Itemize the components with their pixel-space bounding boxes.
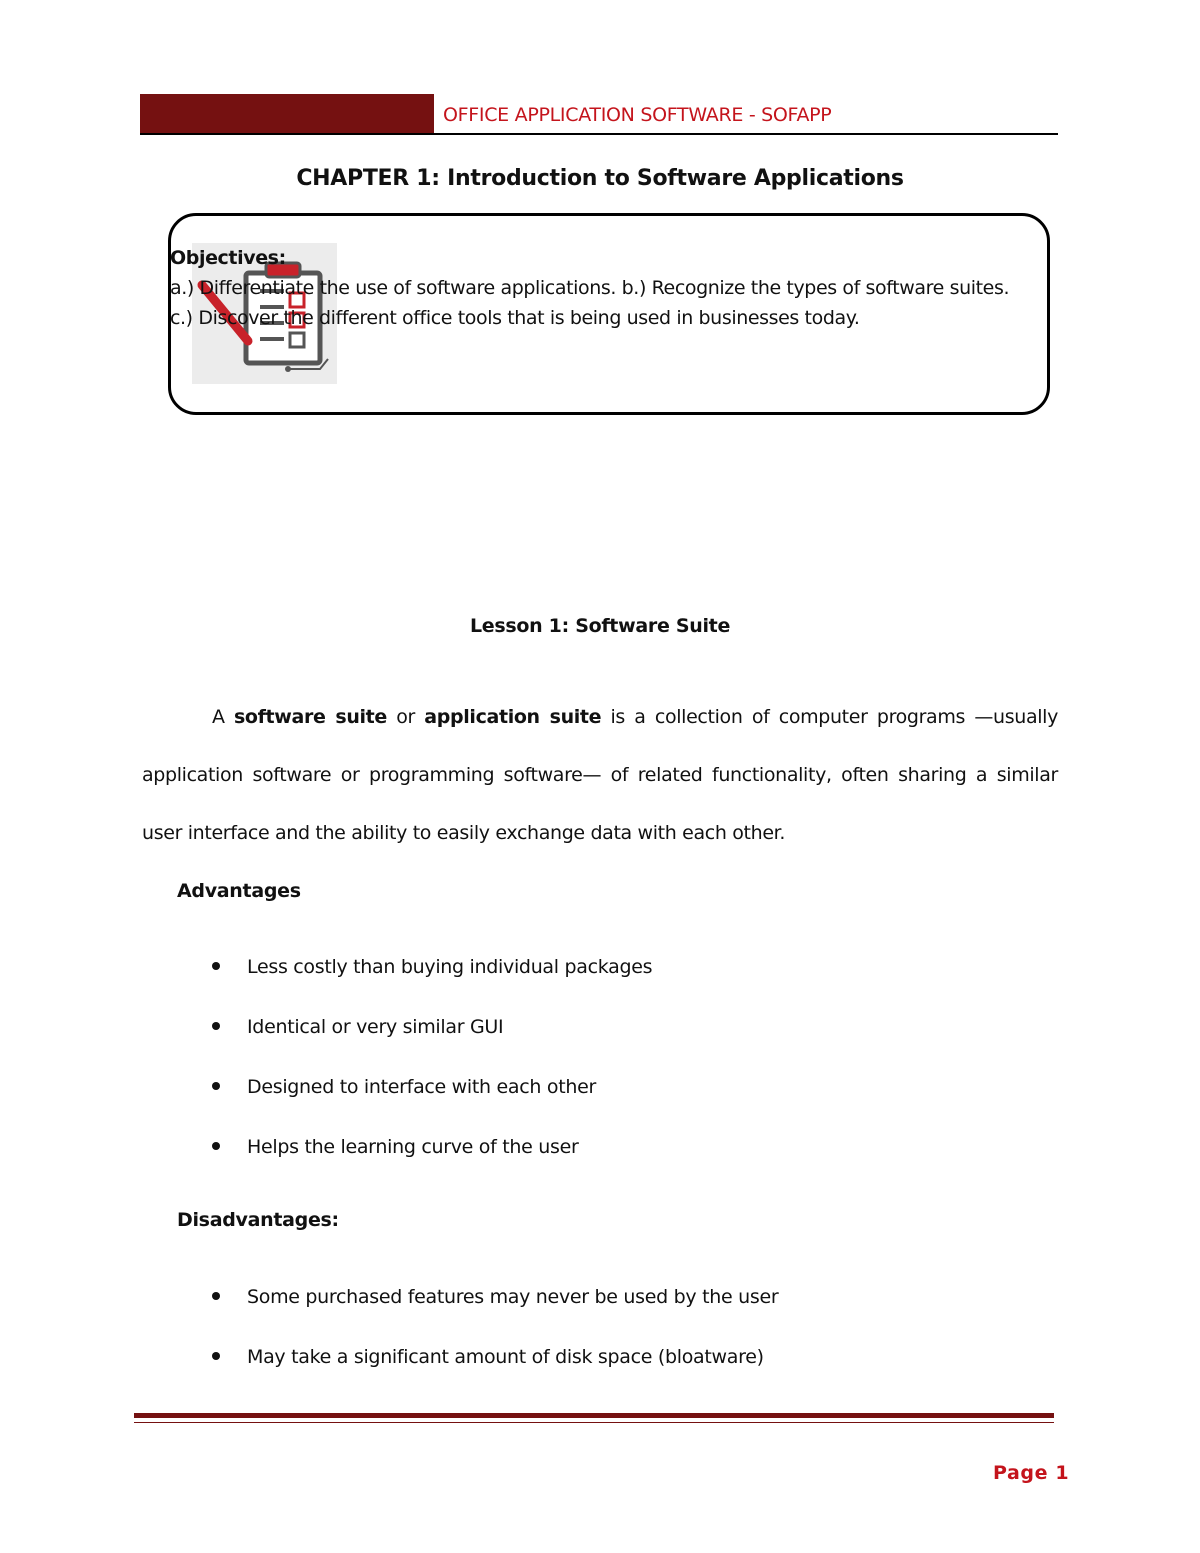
intro-paragraph xyxy=(142,688,1058,862)
header-title: OFFICE APPLICATION SOFTWARE - SOFAPP xyxy=(443,104,832,126)
list-item-text: Helps the learning curve of the user xyxy=(247,1136,579,1158)
list-item-text: May take a significant amount of disk space (bloatware) xyxy=(247,1346,764,1368)
list-item xyxy=(212,1134,652,1194)
bullet-icon xyxy=(212,962,220,970)
bullet-icon xyxy=(212,1292,220,1300)
list-item-text: Identical or very similar GUI xyxy=(247,1016,504,1038)
intro-text-3: is a collection of computer programs —usually application software or programming software— of related functionality, often sharing a similar user interface and the ability to easily exchange data with each other. xyxy=(142,706,1058,844)
page-number: Page 1 xyxy=(993,1462,1070,1484)
list-item xyxy=(212,1074,652,1134)
bullet-icon xyxy=(212,1022,220,1030)
lesson-title: Lesson 1: Software Suite xyxy=(469,615,731,637)
intro-text-1: A xyxy=(212,706,234,728)
bullet-icon xyxy=(212,1142,220,1150)
objectives-label: Objectives: xyxy=(170,247,286,269)
list-item-text: Designed to interface with each other xyxy=(247,1076,597,1098)
term-software-suite: software suite xyxy=(233,706,387,728)
bullet-icon xyxy=(212,1082,220,1090)
objectives-text xyxy=(170,243,1009,333)
objective-line-1: a.) Differentiate the use of software applications. b.) Recognize the types of software suites. xyxy=(170,277,1010,299)
footer-rule-thin xyxy=(134,1422,1054,1423)
list-item xyxy=(212,954,652,1014)
disadvantages-heading: Disadvantages: xyxy=(177,1209,339,1231)
footer-rule xyxy=(134,1413,1054,1418)
header-rule xyxy=(140,133,1058,135)
bullet-icon xyxy=(212,1352,220,1360)
advantages-heading: Advantages xyxy=(177,880,301,902)
disadvantages-list xyxy=(212,1284,778,1404)
list-item xyxy=(212,1344,778,1404)
list-item-text: Some purchased features may never be used by the user xyxy=(247,1286,779,1308)
chapter-title: CHAPTER 1: Introduction to Software Applications xyxy=(296,166,904,191)
list-item xyxy=(212,1284,778,1344)
objective-line-2: c.) Discover the different office tools that is being used in businesses today. xyxy=(170,307,860,329)
list-item xyxy=(212,1014,652,1074)
intro-text-2: or xyxy=(386,706,425,728)
header-color-bar xyxy=(140,94,434,134)
term-application-suite: application suite xyxy=(424,706,602,728)
list-item-text: Less costly than buying individual packages xyxy=(247,956,653,978)
advantages-list xyxy=(212,954,652,1194)
